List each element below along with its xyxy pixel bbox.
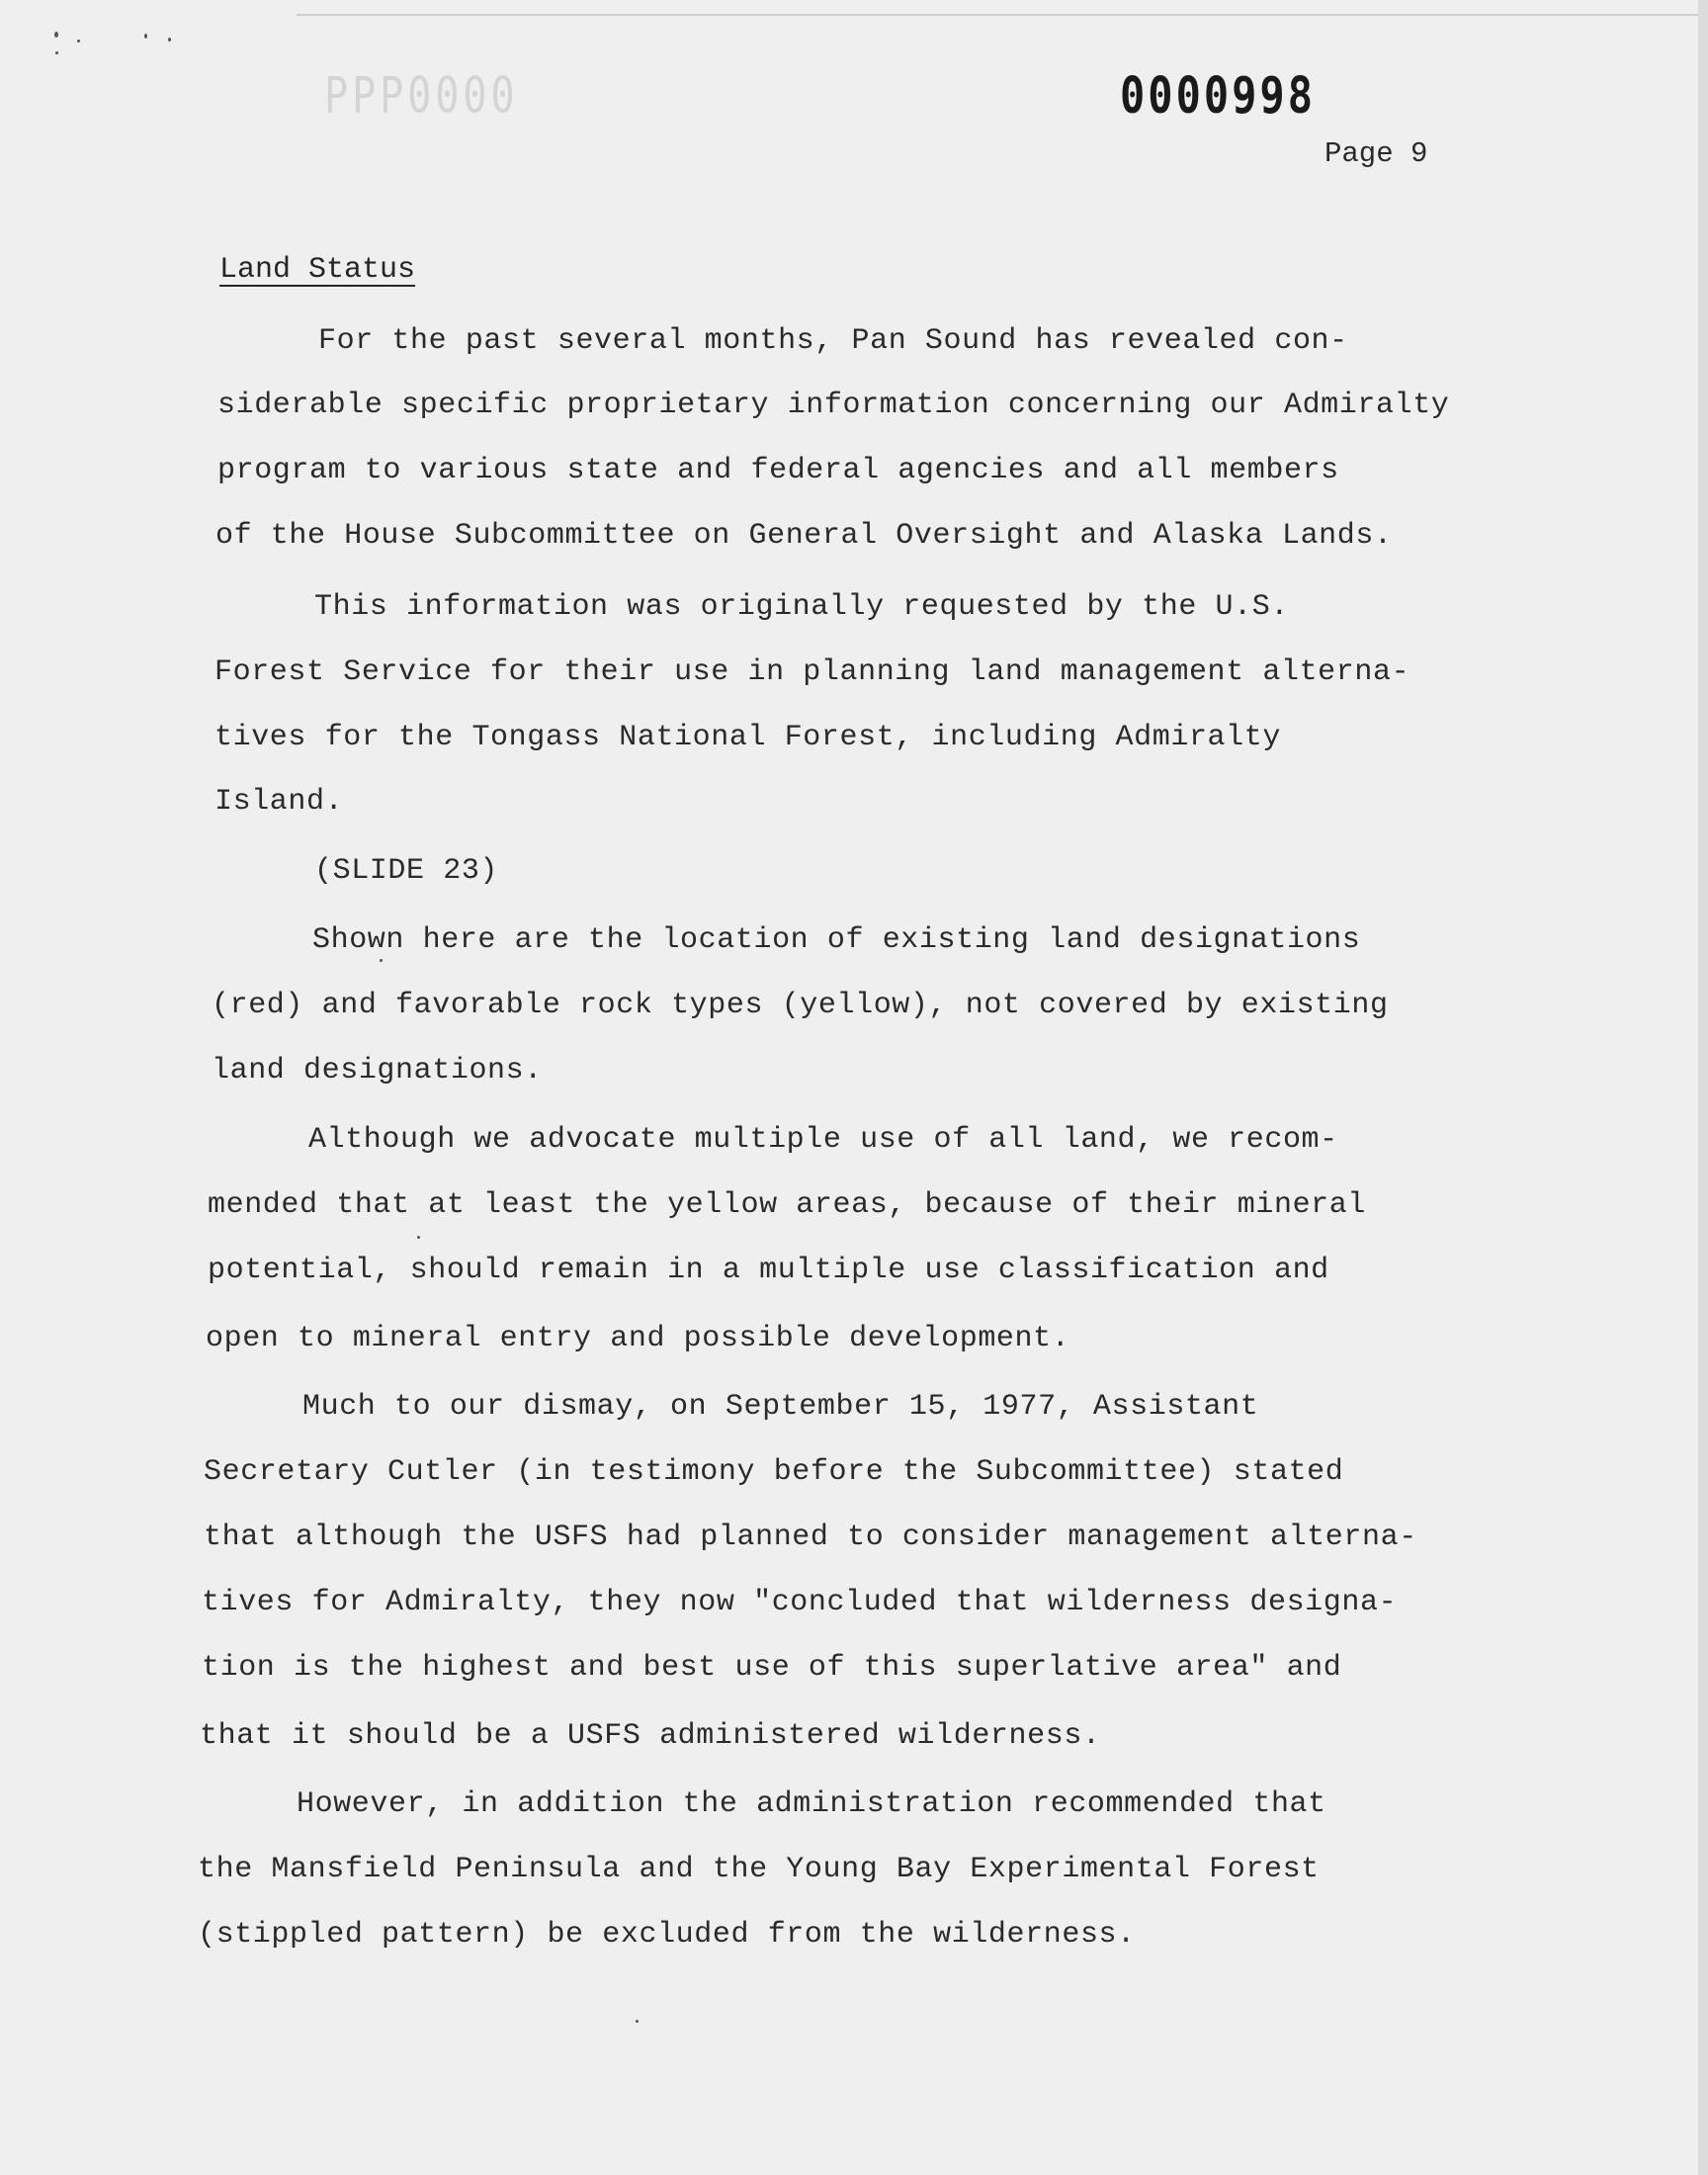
scan-speck bbox=[55, 51, 58, 54]
text-line: that although the USFS had planned to consider management alterna- bbox=[204, 1521, 1417, 1554]
text-line: mended that at least the yellow areas, because of their mineral bbox=[208, 1188, 1366, 1222]
text-line: Island. bbox=[214, 785, 344, 819]
text-line: program to various state and federal agencies and all members bbox=[217, 454, 1339, 487]
text-line: potential, should remain in a multiple use classification and bbox=[208, 1254, 1329, 1287]
text-line: open to mineral entry and possible development. bbox=[206, 1322, 1070, 1355]
text-line: siderable specific proprietary information concerning our Admiralty bbox=[217, 389, 1450, 422]
scan-speck bbox=[636, 2020, 639, 2023]
text-line: tion is the highest and best use of this superlative area" and bbox=[202, 1651, 1342, 1685]
page-number: Page 9 bbox=[1324, 137, 1428, 170]
scan-speck bbox=[77, 40, 80, 43]
scan-speck bbox=[168, 38, 171, 42]
scan-speck bbox=[417, 1236, 420, 1239]
text-line: (stippled pattern) be excluded from the wilderness. bbox=[198, 1918, 1136, 1952]
scan-edge-line bbox=[297, 14, 1700, 16]
text-line: For the past several months, Pan Sound has revealed con- bbox=[318, 324, 1348, 358]
text-line: (red) and favorable rock types (yellow), not covered by existing bbox=[212, 989, 1389, 1022]
text-line: Shown here are the location of existing land designations bbox=[312, 923, 1361, 957]
text-line: Forest Service for their use in planning land management alterna- bbox=[214, 655, 1410, 689]
text-line: of the House Subcommittee on General Oversight and Alaska Lands. bbox=[215, 519, 1393, 553]
text-line: Secretary Cutler (in testimony before the Subcommittee) stated bbox=[204, 1455, 1344, 1489]
text-line: (SLIDE 23) bbox=[314, 854, 499, 888]
bates-number: 0000998 bbox=[1120, 66, 1317, 125]
text-line: the Mansfield Peninsula and the Young Bay Experimental Forest bbox=[198, 1853, 1320, 1886]
text-line: This information was originally requested by the U.S. bbox=[314, 590, 1289, 624]
text-line: land designations. bbox=[212, 1054, 543, 1088]
text-line: tives for Admiralty, they now "concluded that wilderness designa- bbox=[202, 1586, 1398, 1619]
scan-speck bbox=[144, 34, 147, 39]
scan-border bbox=[1698, 0, 1708, 2175]
text-line: However, in addition the administration recommended that bbox=[297, 1787, 1326, 1821]
text-line: that it should be a USFS administered wilderness. bbox=[200, 1719, 1101, 1753]
scan-speck bbox=[380, 959, 383, 962]
text-line: Much to our dismay, on September 15, 1977, Assistant bbox=[302, 1390, 1259, 1424]
text-line: Although we advocate multiple use of all land, we recom- bbox=[308, 1123, 1338, 1157]
scan-speck bbox=[54, 32, 58, 38]
faded-stamp-number: PPP0000 bbox=[324, 67, 519, 125]
text-line: tives for the Tongass National Forest, including Admiralty bbox=[214, 721, 1281, 754]
section-heading: Land Status bbox=[219, 253, 416, 287]
